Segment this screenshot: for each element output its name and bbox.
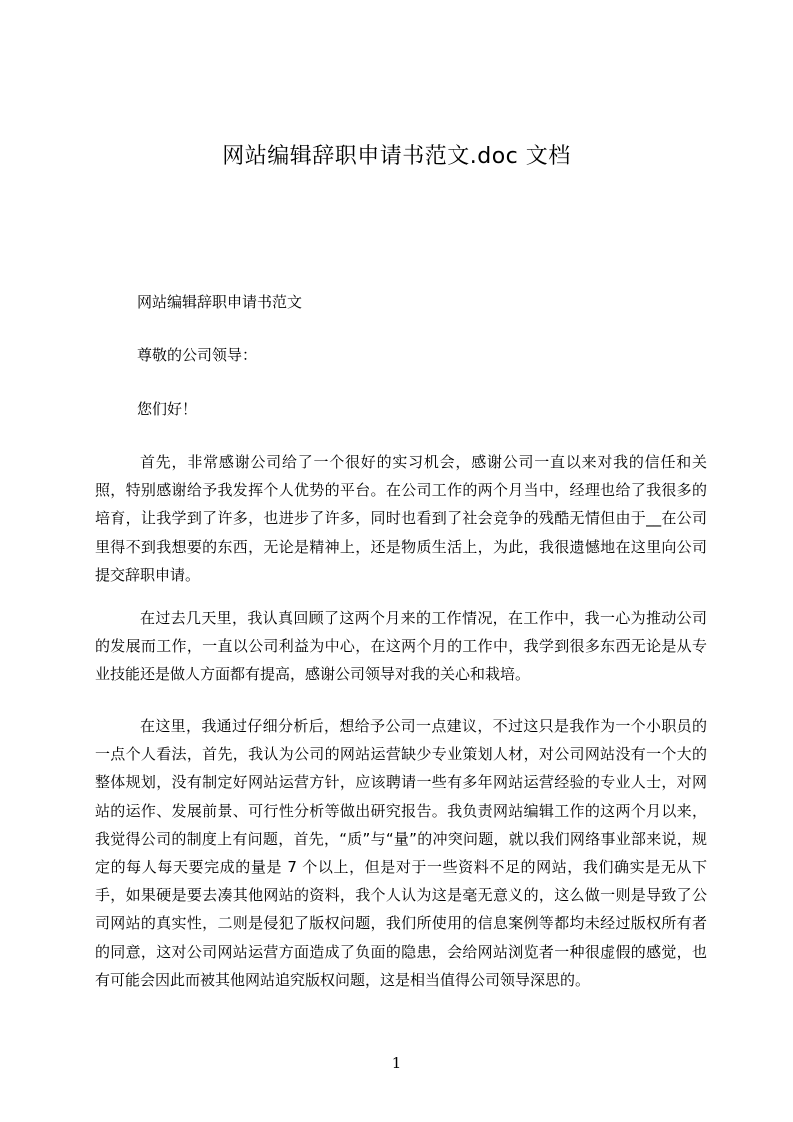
greeting: 您们好！ xyxy=(137,400,198,418)
letter-heading: 网站编辑辞职申请书范文 xyxy=(137,293,303,311)
document-title: 网站编辑辞职申请书范文.doc 文档 xyxy=(222,144,571,169)
page-number: 1 xyxy=(391,1054,402,1072)
paragraph-gratitude: 首先，非常感谢公司给了一个很好的实习机会，感谢公司一直以来对我的信任和关照，特别感谢给予我发挥个人优势的平台。在公司工作的两个月当中，经理也给了我很多的培育，让我学到了许多，也进步了许多，同时也看到了社会竞争的残酷无情但由于__在公司里得不到我想要的东西，无论是精神上，还是物质生活上，为此，我很遗憾地在这里向公司提交辞职申请。 xyxy=(95,453,707,584)
salutation: 尊敬的公司领导： xyxy=(137,346,258,364)
paragraph-review: 在过去几天里，我认真回顾了这两个月来的工作情况，在工作中，我一心为推动公司的发展而工作，一直以公司利益为中心，在这两个月的工作中，我学到很多东西无论是从专业技能还是做人方面都有提高，感谢公司领导对我的关心和栽培。 xyxy=(95,609,707,684)
paragraph-suggestions: 在这里，我通过仔细分析后，想给予公司一点建议，不过这只是我作为一个小职员的一点个人看法，首先，我认为公司的网站运营缺少专业策划人材，对公司网站没有一个大的整体规划，没有制定好网站运营方针，应该聘请一些有多年网站运营经验的专业人士，对网站的运作、发展前景、可行性分析等做出研究报告。我负责网站编辑工作的这两个月以来，我觉得公司的制度上有问题，首先，“质”与“量”的冲突问题，就以我们网络事业部来说，规定的每人每天要完成的量是 7 个以上，但是对于一些资料不足的网站，我们确实是无从下手，如果硬是要去凑其他网站的资料，我个人认为这是毫无意义的，这么做一则是导致了公司网站的真实性，二则是侵犯了版权问题，我们所使用的信息案例等都均未经过版权所有者的同意，这对公司网站运营方面造成了负面的隐患，会给网站浏览者一种很虚假的感觉，也有可能会因此而被其他网站追究版权问题，这是相当值得公司领导深思的。 xyxy=(95,717,707,989)
